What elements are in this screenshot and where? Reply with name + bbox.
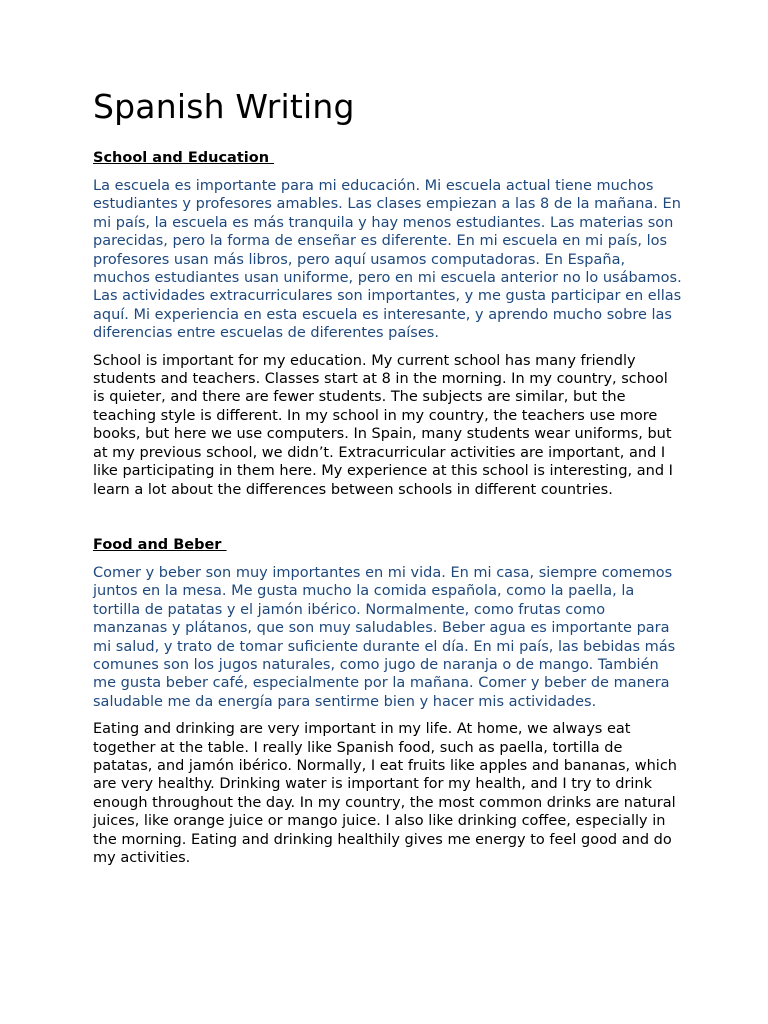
english-paragraph: Eating and drinking are very important in my life. At home, we always eat together at the table. I really like Spanish food, such as paella, tortilla de patatas, and jamón ibérico. Normally, I eat fruits like apples and bananas, which are very healthy. Drinking water is important for my health, and I try to drink enough throughout the day. In my country, the most common drinks are natural juices, like orange juice or mango juice. I also like drinking coffee, especially in the morning. Eating and drinking healthily gives me energy to feel good and do my activities. (93, 721, 677, 866)
section-heading: Food and Beber (93, 536, 227, 553)
spanish-paragraph: La escuela es importante para mi educación. Mi escuela actual tiene muchos estudiantes y profesores amables. Las clases empiezan a las 8 de la mañana. En mi país, la escuela es más tranquila y hay menos estudiantes. Las materias son parecidas, pero la forma de enseñar es diferente. En mi escuela en mi país, los profesores usan más libros, pero aquí usamos computadoras. En España, muchos estudiantes usan uniforme, pero en mi escuela anterior no lo usábamos. Las actividades extracurriculares son importantes, y me gusta participar en ellas aquí. Mi experiencia en esta escuela es interesante, y aprendo mucho sobre las diferencias entre escuelas de diferentes países. (93, 178, 682, 342)
section-spacer (93, 508, 683, 535)
english-paragraph: School is important for my education. My current school has many friendly students and teachers. Classes start at 8 in the morning. In my country, school is quieter, and there are fewer students. The subjects are similar, but the teaching style is different. In my school in my country, the teachers use more books, but here we use computers. In Spain, many students wear uniforms, but at my previous school, we didn’t. Extracurricular activities are important, and I like participating in them here. My experience at this school is interesting, and I learn a lot about the differences between schools in different countries. (93, 352, 673, 498)
document-page (93, 86, 683, 876)
section-food-beber (93, 535, 683, 868)
spanish-paragraph: Comer y beber son muy importantes en mi vida. En mi casa, siempre comemos juntos en la mesa. Me gusta mucho la comida española, como la paella, la tortilla de patatas y el jamón ibérico. Normalmente, como frutas como manzanas y plátanos, que son muy saludables. Beber agua es importante para mi salud, y trato de tomar suficiente durante el día. En mi país, las bebidas más comunes son los jugos naturales, como jugo de naranja o de mango. También me gusta beber café, especialmente por la mañana. Comer y beber de manera saludable me da energía para sentirme bien y hacer mis actividades. (93, 564, 676, 710)
section-heading: School and Education (93, 150, 275, 166)
section-school-education (93, 148, 683, 499)
document-title: Spanish Writing (93, 87, 355, 126)
